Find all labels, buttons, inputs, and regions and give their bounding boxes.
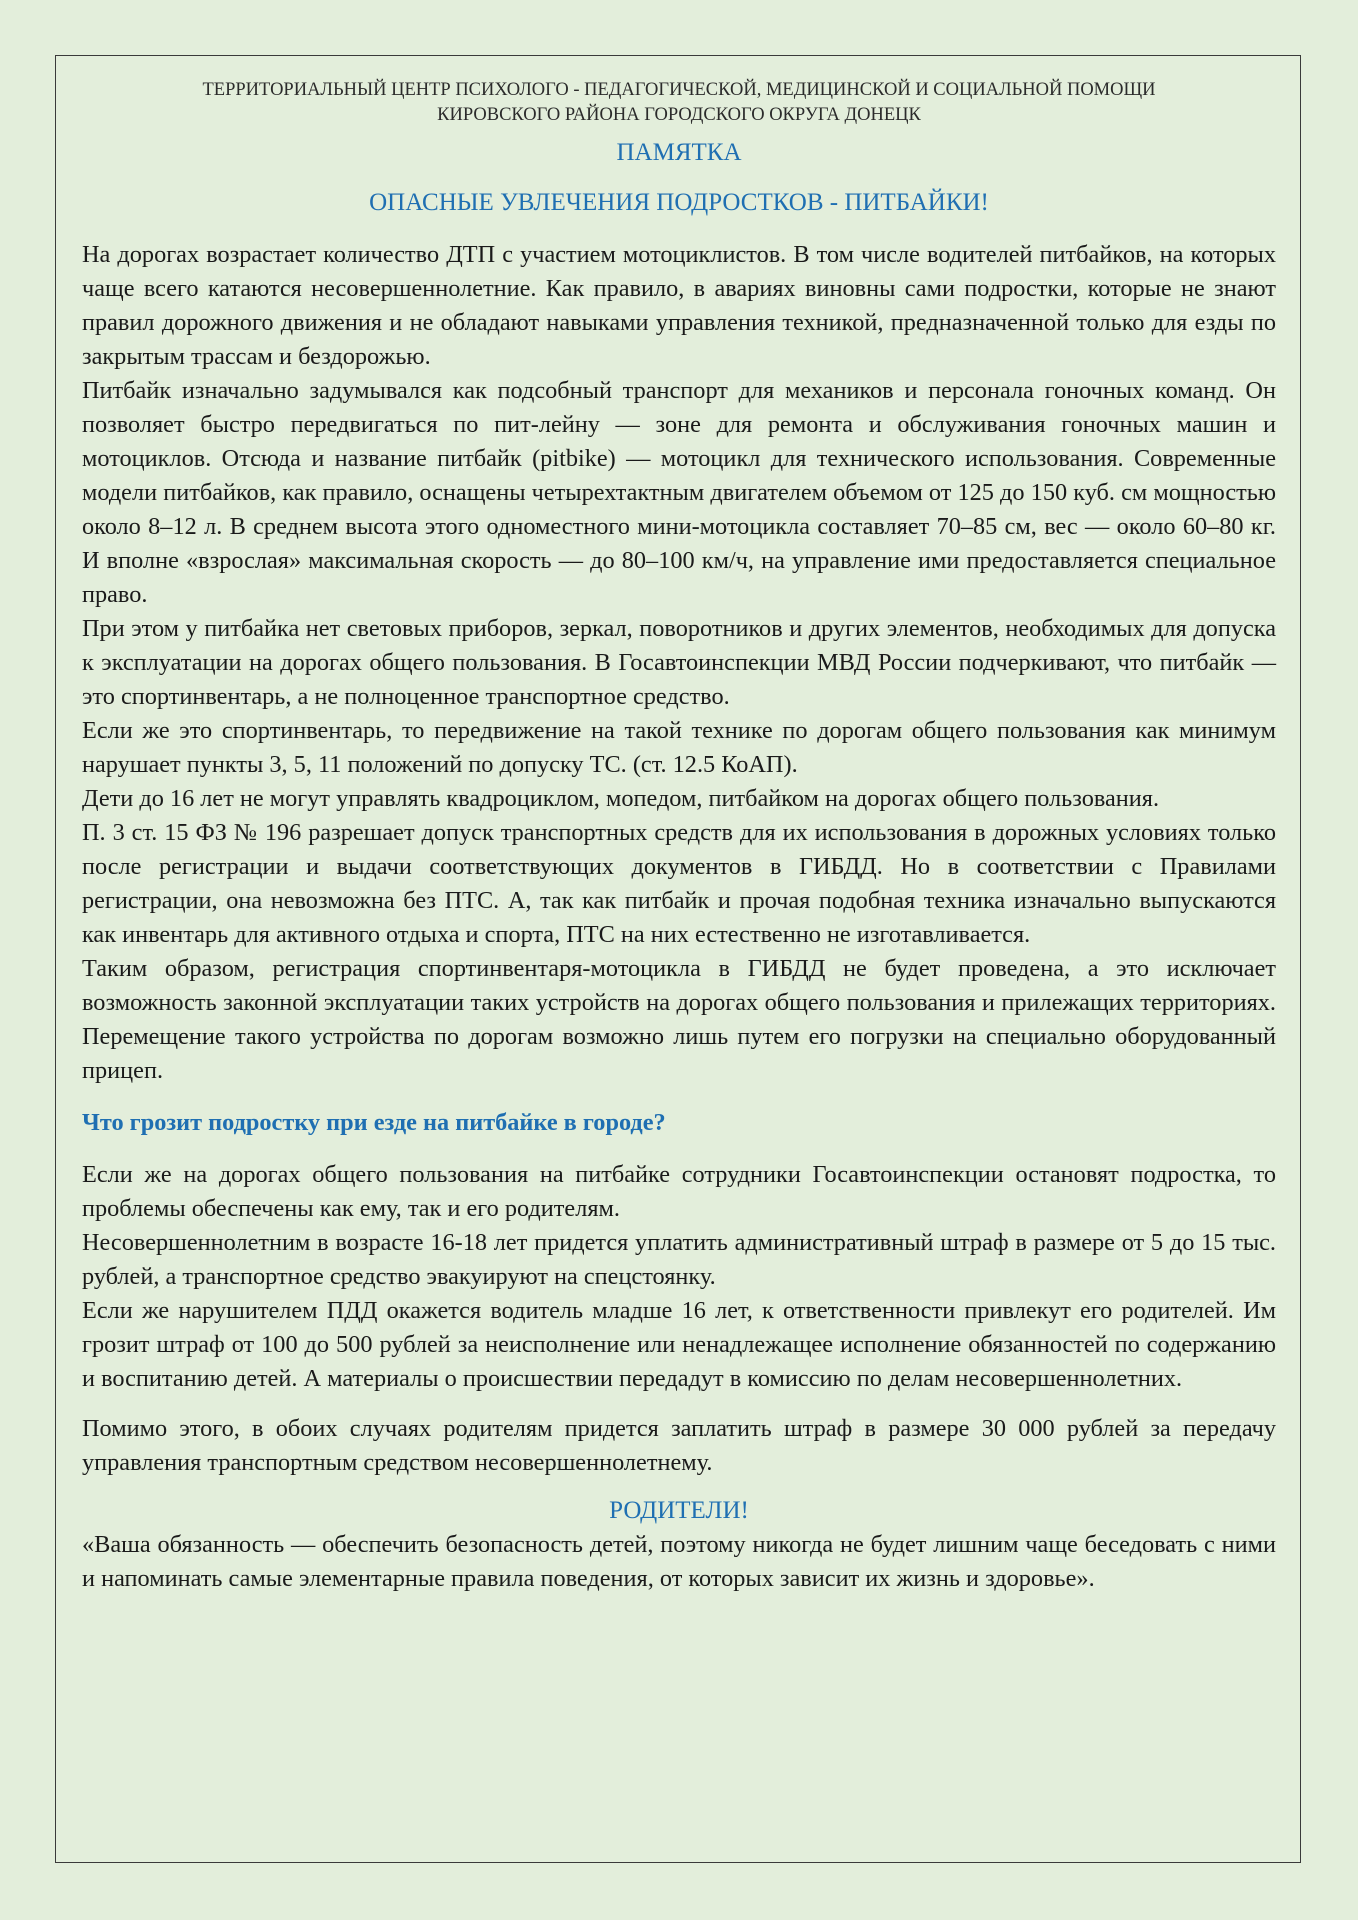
organization-line-2: КИРОВСКОГО РАЙОНА ГОРОДСКОГО ОКРУГА ДОНЕЦК bbox=[437, 105, 921, 125]
organization-line-1: ТЕРРИТОРИАЛЬНЫЙ ЦЕНТР ПСИХОЛОГО - ПЕДАГОГИЧЕСКОЙ, МЕДИЦИНСКОЙ И СОЦИАЛЬНОЙ ПОМОЩИ bbox=[202, 80, 1156, 100]
paragraph-7: Таким образом, регистрация спортинвентаря-мотоцикла в ГИБДД не будет проведена, а это исключает возможность законной эксплуатации таких устройств на дорогах общего пользования и прилежащих территориях. Перемещение такого устройства по дорогам возможно лишь путем его погрузки на специально оборудованный прицеп. bbox=[82, 955, 1276, 1084]
paragraph-12: «Ваша обязанность — обеспечить безопасность детей, поэтому никогда не будет лишним чаще беседовать с ними и напоминать самые элементарные правила поведения, от которых зависит их жизнь и здоровье». bbox=[82, 1531, 1276, 1592]
paragraph-4: Если же это спортинвентарь, то передвижение на такой технике по дорогам общего пользования как минимум нарушает пункты 3, 5, 11 положений по допуску ТС. (ст. 12.5 КоАП). bbox=[82, 717, 1276, 778]
paragraph-10: Если же нарушителем ПДД окажется водитель младше 16 лет, к ответственности привлекут его родителей. Им грозит штраф от 100 до 500 рублей за неисполнение или ненадлежащее исполнение обязанностей по содержанию и воспитанию детей. А материалы о происшествии передадут в комиссию по делам несовершеннолетних. bbox=[82, 1297, 1276, 1392]
parents-heading: РОДИТЕЛИ! bbox=[609, 1497, 749, 1524]
paragraph-8: Если же на дорогах общего пользования на питбайке сотрудники Госавтоинспекции остановят подростка, то проблемы обеспечены как ему, так и его родителям. bbox=[82, 1161, 1276, 1222]
paragraph-5: Дети до 16 лет не могут управлять квадроциклом, мопедом, питбайком на дорогах общего пользования. bbox=[82, 785, 1160, 812]
document-content bbox=[82, 78, 1276, 1596]
section-subheading: Что грозит подростку при езде на питбайке в городе? bbox=[82, 1109, 666, 1136]
document-title: ОПАСНЫЕ УВЛЕЧЕНИЯ ПОДРОСТКОВ - ПИТБАЙКИ! bbox=[369, 189, 989, 216]
paragraph-3: При этом у питбайка нет световых приборов, зеркал, поворотников и других элементов, необходимых для допуска к эксплуатации на дорогах общего пользования. В Госавтоинспекции МВД России подчеркивают, что питбайк — это спортинвентарь, а не полноценное транспортное средство. bbox=[82, 615, 1276, 710]
paragraph-9: Несовершеннолетним в возрасте 16-18 лет придется уплатить административный штраф в размере от 5 до 15 тыс. рублей, а транспортное средство эвакуируют на спецстоянку. bbox=[82, 1229, 1276, 1290]
paragraph-6: П. 3 ст. 15 ФЗ № 196 разрешает допуск транспортных средств для их использования в дорожных условиях только после регистрации и выдачи соответствующих документов в ГИБДД. Но в соответствии с Правилами регистрации, она невозможна без ПТС. А, так как питбайк и прочая подобная техника изначально выпускаются как инвентарь для активного отдыха и спорта, ПТС на них естественно не изготавливается. bbox=[82, 819, 1276, 948]
paragraph-1: На дорогах возрастает количество ДТП с участием мотоциклистов. В том числе водителей питбайков, на которых чаще всего катаются несовершеннолетние. Как правило, в авариях виновны сами подростки, которые не знают правил дорожного движения и не обладают навыками управления техникой, предназначенной только для езды по закрытым трассам и бездорожью. bbox=[82, 241, 1276, 370]
paragraph-11: Помимо этого, в обоих случаях родителям придется заплатить штраф в размере 30 000 рублей за передачу управления транспортным средством несовершеннолетнему. bbox=[82, 1415, 1276, 1476]
paragraph-2: Питбайк изначально задумывался как подсобный транспорт для механиков и персонала гоночных команд. Он позволяет быстро передвигаться по пит-лейну — зоне для ремонта и обслуживания гоночных машин и мотоциклов. Отсюда и название питбайк (pitbike) — мотоцикл для технического использования. Современные модели питбайков, как правило, оснащены четырехтактным двигателем объемом от 125 до 150 куб. см мощностью около 8–12 л. В среднем высота этого одноместного мини-мотоцикла составляет 70–85 см, вес — около 60–80 кг. И вполне «взрослая» максимальная скорость — до 80–100 км/ч, на управление ими предоставляется специальное право. bbox=[82, 377, 1276, 608]
memo-heading: ПАМЯТКА bbox=[616, 139, 742, 166]
